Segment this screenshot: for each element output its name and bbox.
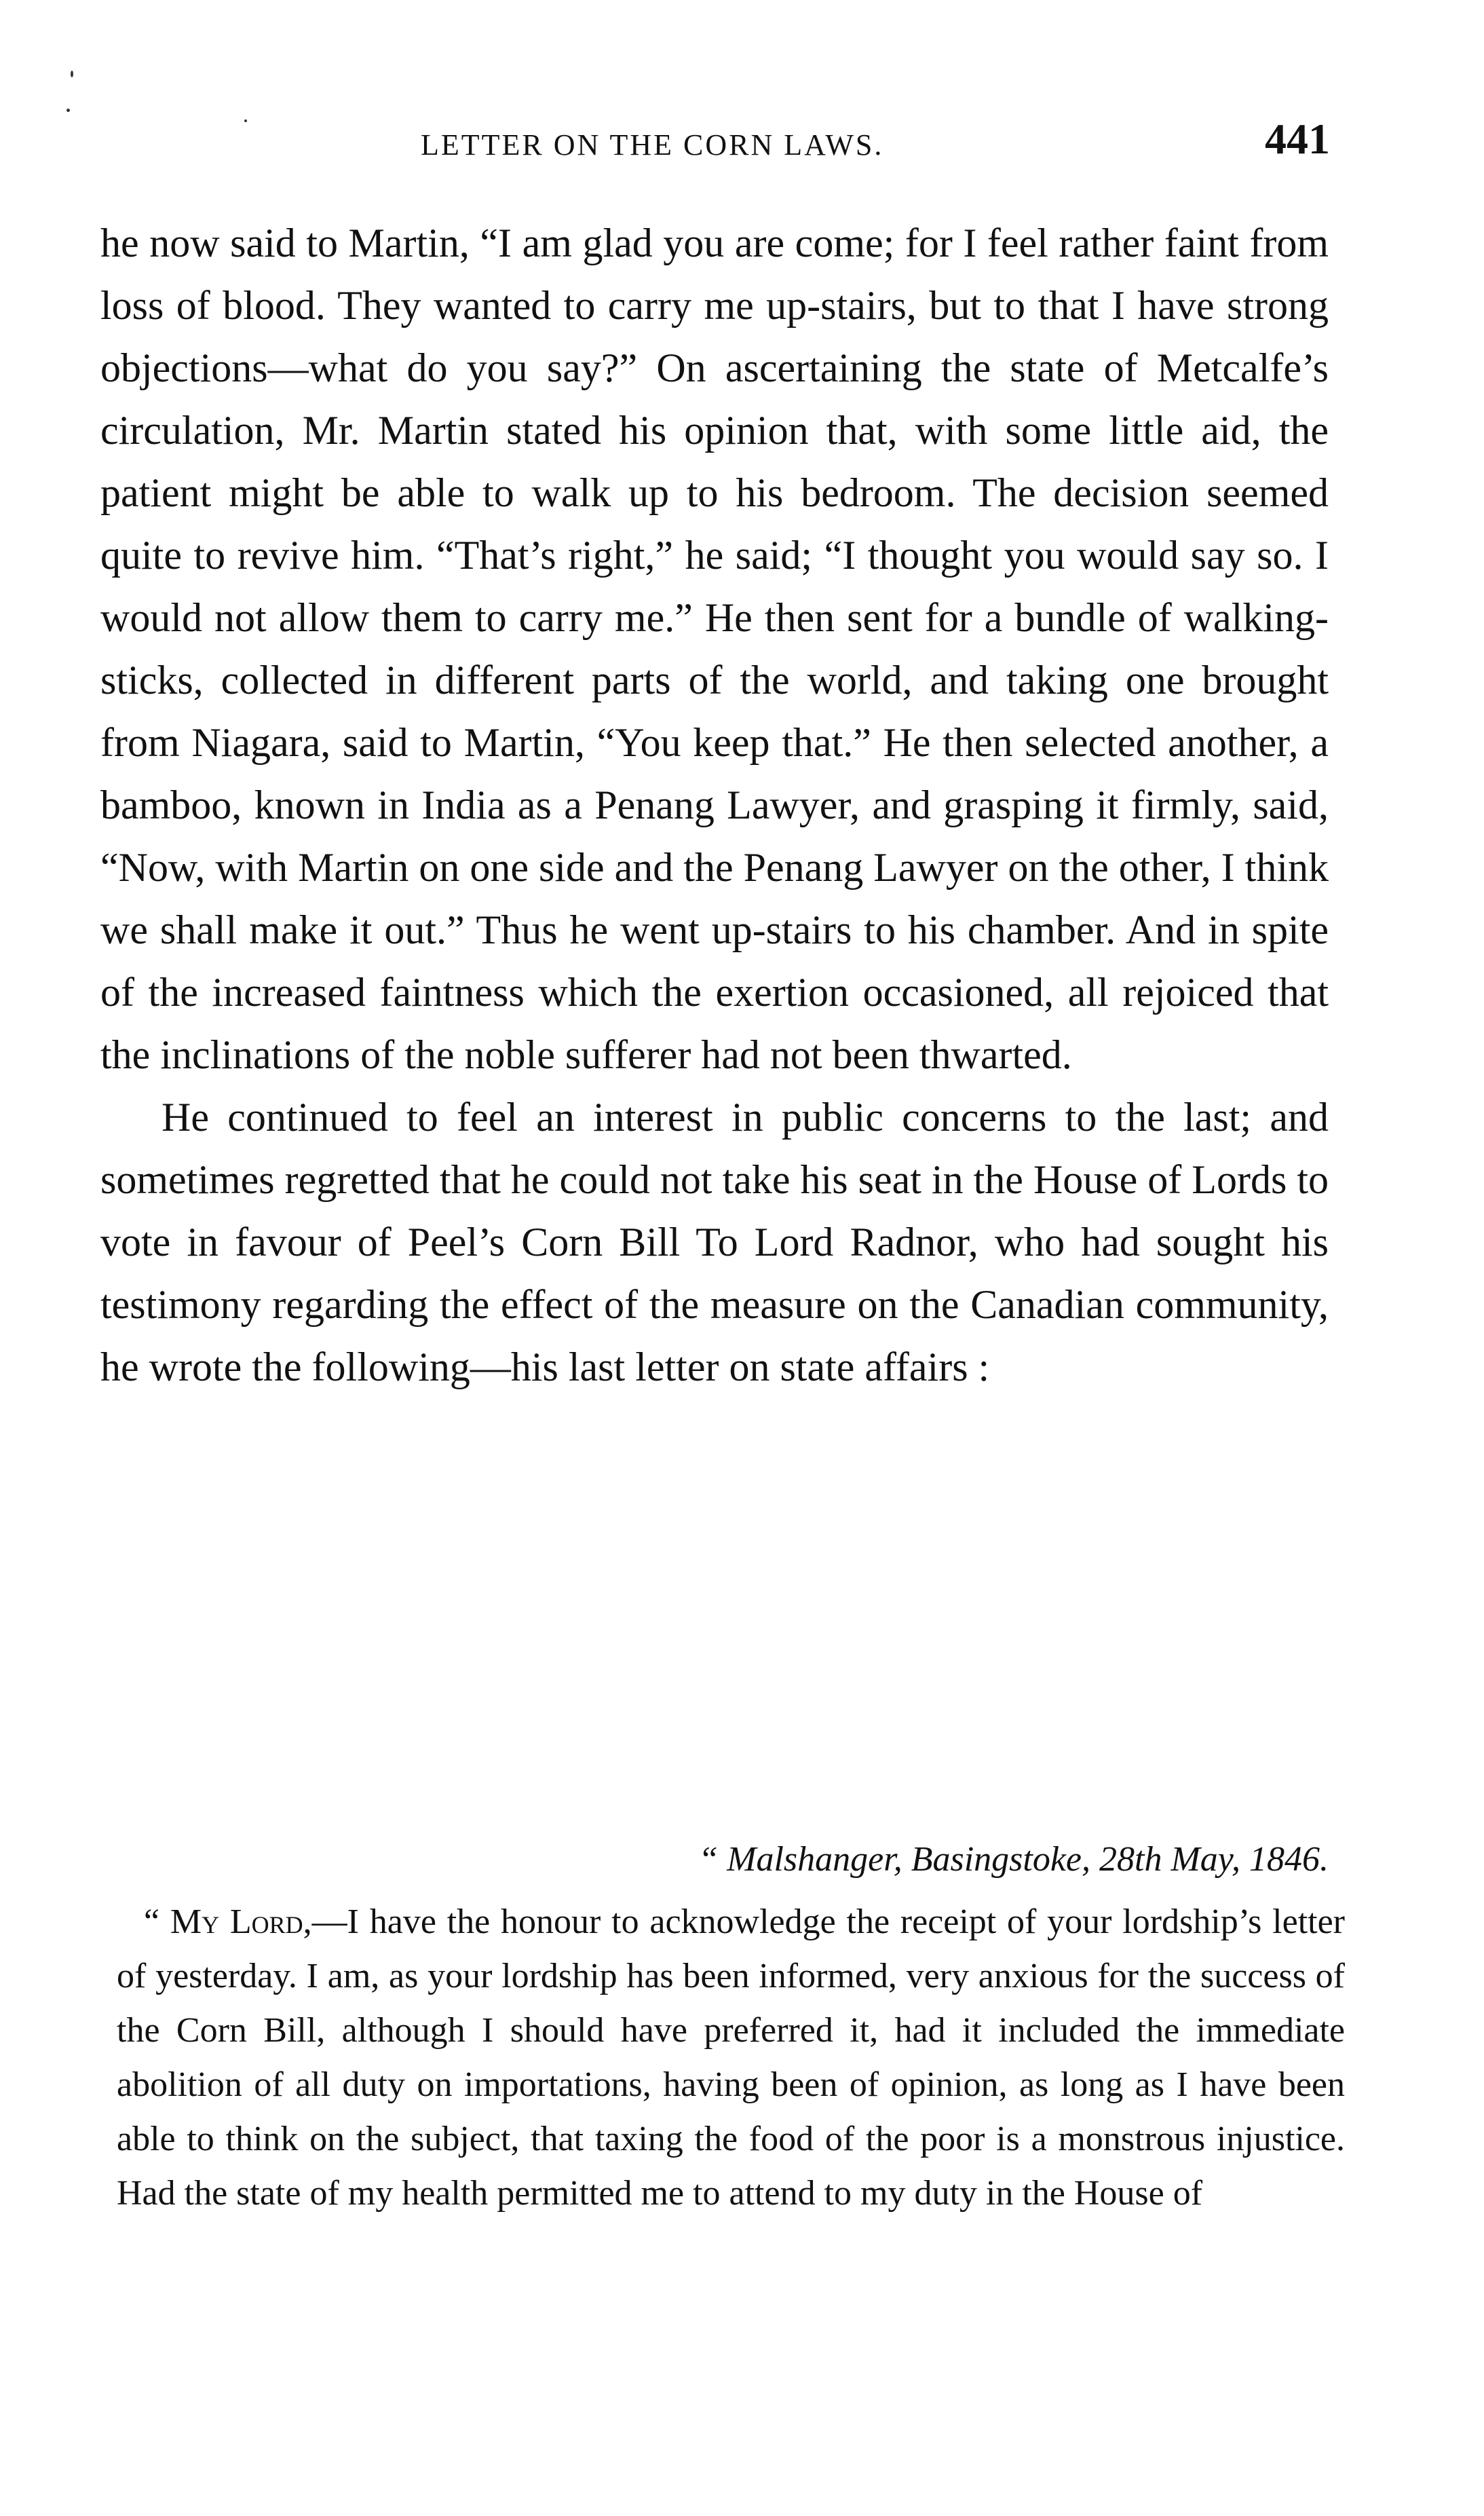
letter-salutation: “ My Lord, — [144, 1902, 312, 1941]
print-speck — [71, 71, 73, 77]
paragraph: he now said to Martin, “I am glad you are come; for I feel rather faint from loss of blood. They wanted to carry me up-stairs, but to that I have strong objections—what do you say?” On ascertaining the state of Metcalfe’s circulation, Mr. Martin stated his opinion that, with some little aid, the patient might be able to walk up to his bedroom. The decision seemed quite to revive him. “That’s right,” he said; “I thought you would say so. I would not allow them to carry me.” He then sent for a bundle of walking-sticks, collected in different parts of the world, and taking one brought from Niagara, said to Martin, “You keep that.” He then selected another, a bamboo, known in India as a Penang Lawyer, and grasping it firmly, said, “Now, with Martin on one side and the Penang Lawyer on the other, I think we shall make it out.” Thus he went up-stairs to his chamber. And in spite of the increased faintness which the exertion occasioned, all rejoiced that the inclinations of the noble sufferer had not been thwarted. — [100, 221, 1329, 1077]
print-speck — [66, 109, 70, 112]
paragraph: He continued to feel an interest in public concerns to the last; and sometimes regretted that he could not take his seat in the House of Lords to vote in favour of Peel’s Corn Bill To Lord Radnor, who had sought his testimony regarding the effect of the measure on the Canadian community, he wrote the following—his last letter on state affairs : — [100, 1095, 1329, 1389]
letter-text: —I have the honour to acknowledge the receipt of your lordship’s letter of yesterday. I am, as your lordship has been informed, very anxious for the success of the Corn Bill, although I should have preferred it, had it included the immediate abolition of all duty on importations, having been of opinion, as long as I have been able to think on the subject, that taxing the food of the poor is a monstrous injustice. Had the state of my health permitted me to attend to my duty in the House of — [117, 1902, 1345, 2213]
quoted-letter — [117, 1895, 1345, 2221]
body-text — [100, 212, 1329, 1398]
running-head: LETTER ON THE CORN LAWS. — [421, 128, 884, 162]
letter-dateline: “ Malshanger, Basingstoke, 28th May, 1846. — [698, 1840, 1329, 1879]
page-number: 441 — [1265, 115, 1330, 163]
page-header — [102, 114, 1330, 162]
